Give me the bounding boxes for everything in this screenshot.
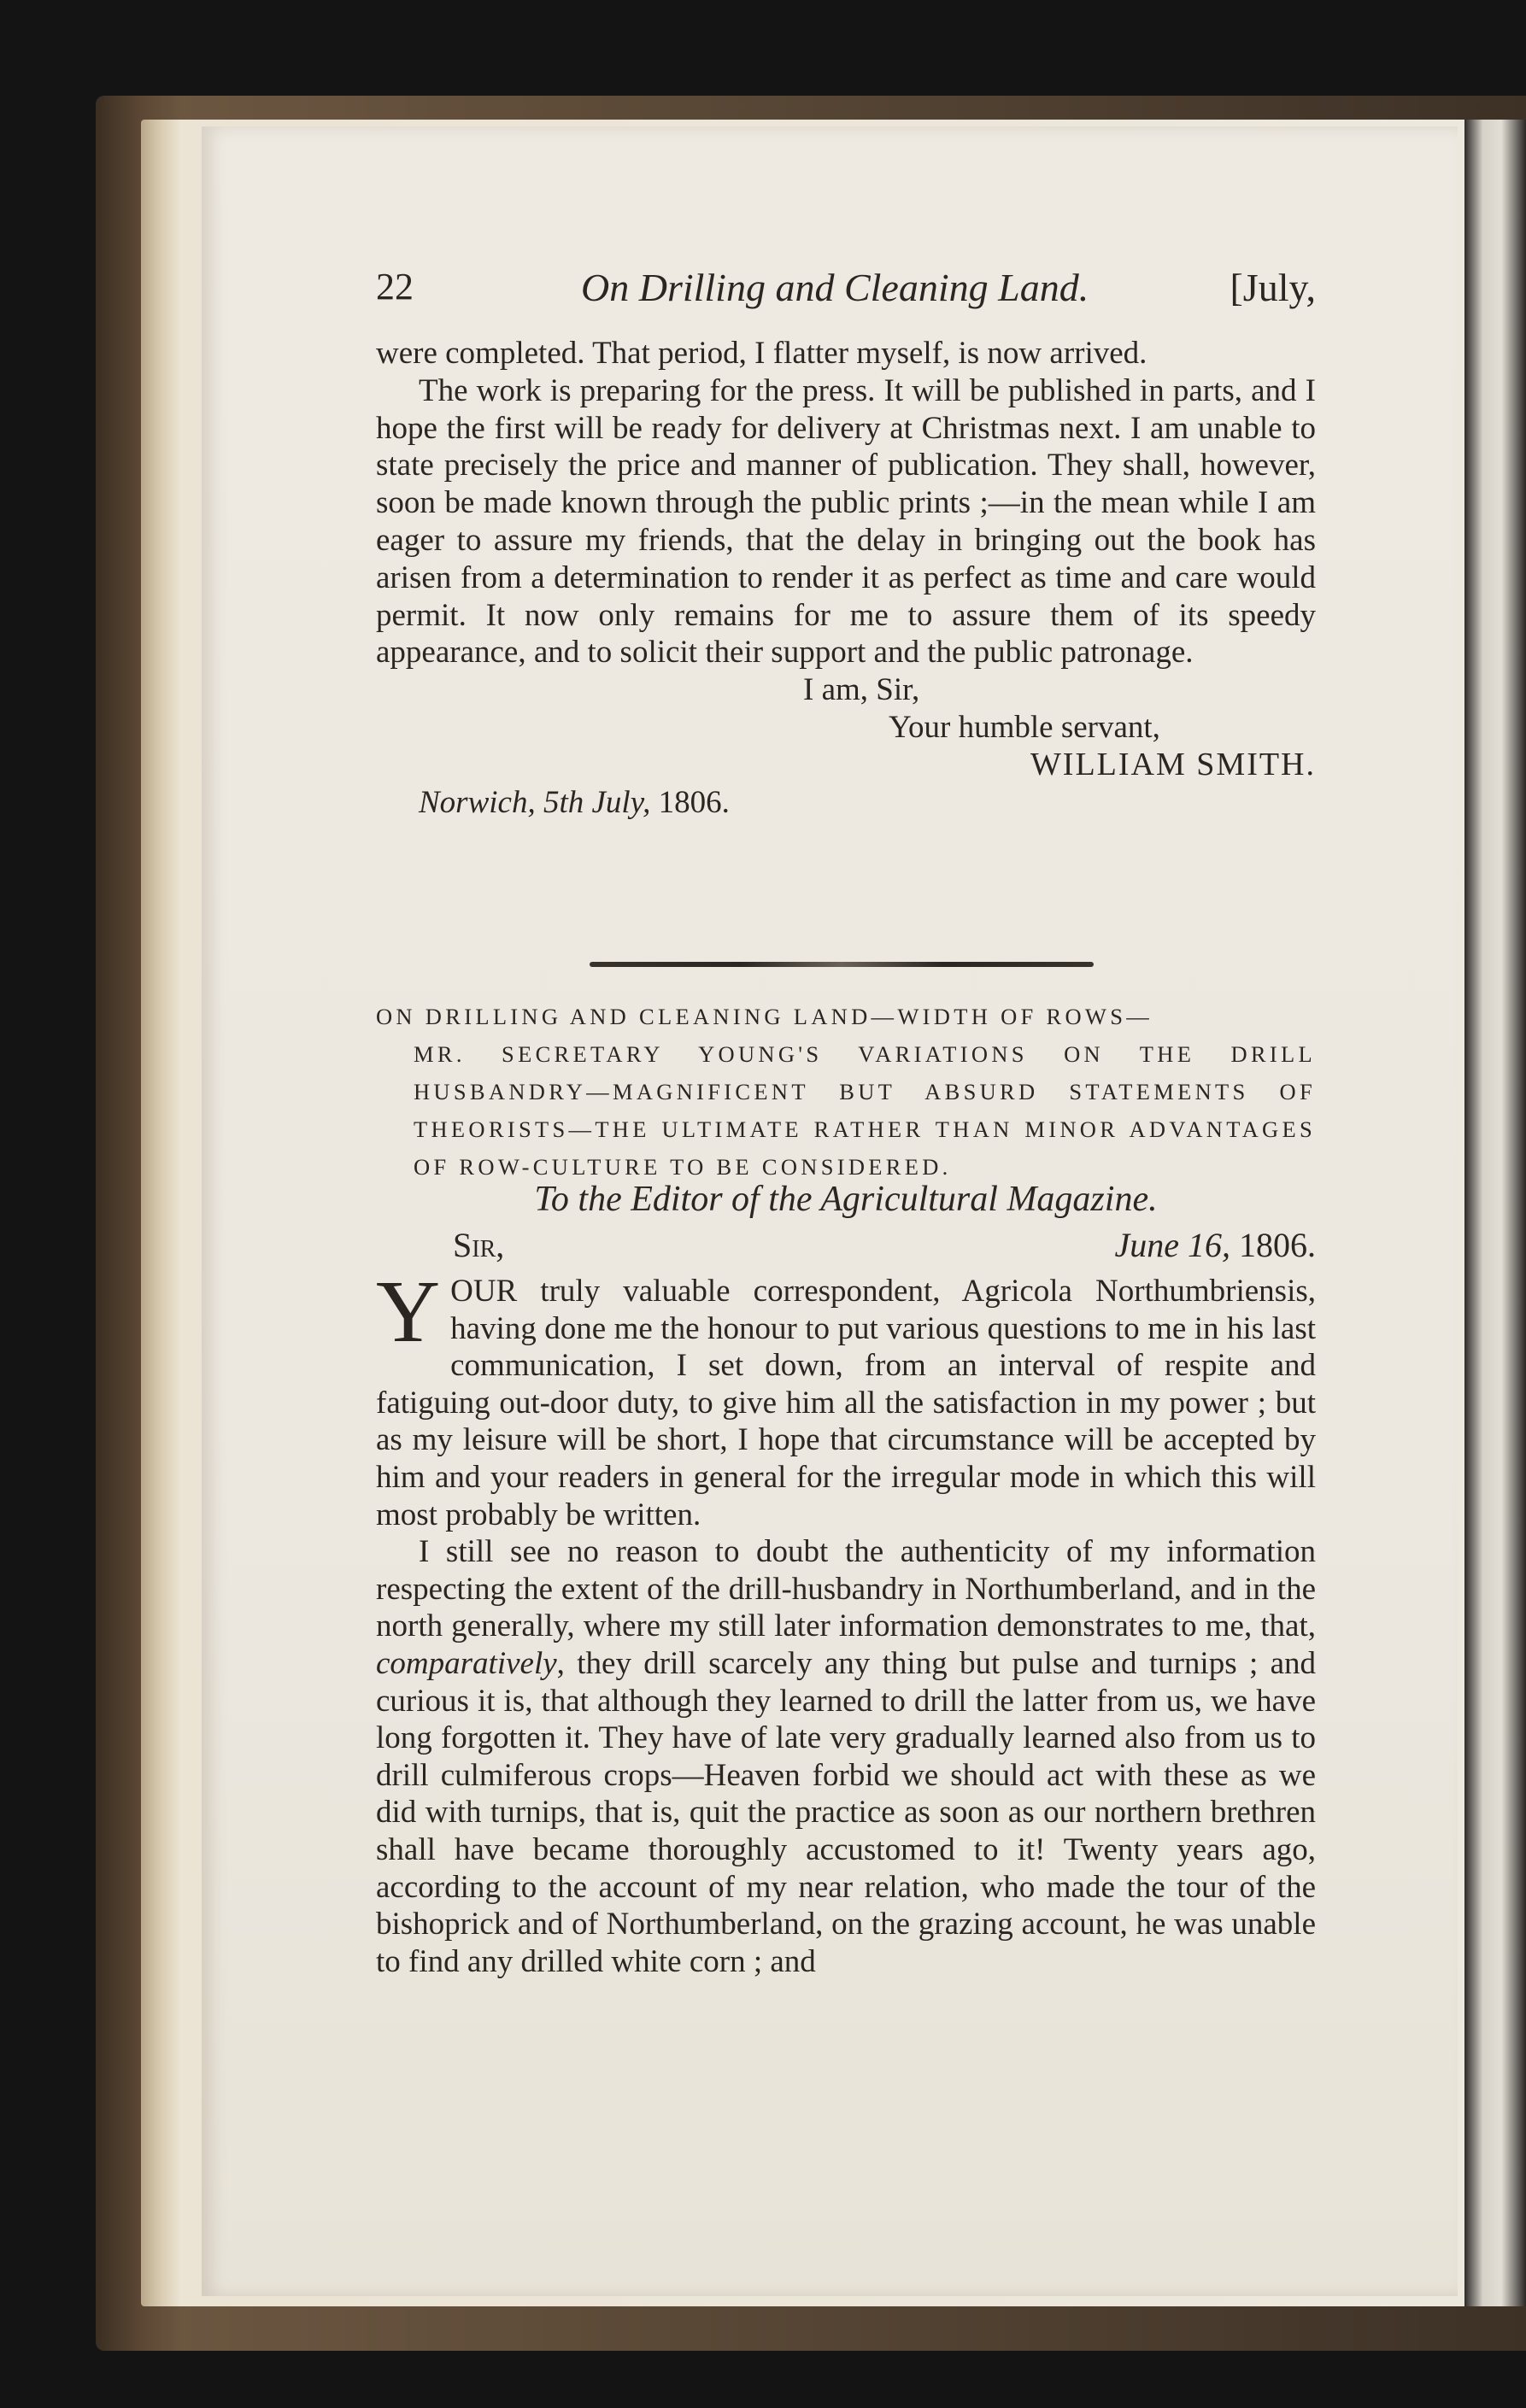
facing-page-edge [1464, 120, 1526, 2306]
letter-paragraph: were completed. That period, I flatter myself, is now arrived. [376, 336, 1147, 371]
letter-body [376, 1263, 1316, 1980]
paragraph-text: I still see no reason to doubt the authenticity of my information respecting the extent of the drill-husbandry in Northumberland, and in the north generally, where my still later information demonstrates to me, that, [376, 1534, 1316, 1644]
letter-smith [376, 335, 1316, 821]
running-head [376, 265, 1316, 316]
date: June 16, [1114, 1226, 1230, 1264]
heading-rest: MR. SECRETARY YOUNG'S VARIATIONS ON THE DRILL HUSBANDRY—MAGNIFICENT BUT ABSURD STATEMENTS OF THEORISTS—THE ULTIMATE RATHER THAN MINOR ADVANTAGES OF ROW-CULTURE TO BE CONSIDERED. [414, 1041, 1316, 1180]
date-year: 1806. [1239, 1226, 1316, 1264]
letter-date [1114, 1225, 1316, 1265]
year: 1806. [658, 784, 730, 820]
place: Norwich, 5th July, [419, 784, 651, 820]
section-rule [590, 962, 1094, 967]
closing-line: I am, Sir, [803, 672, 920, 708]
letter-paragraph: The work is preparing for the press. It will be published in parts, and I hope the first will be ready for delivery at Christmas next. I am unable to state precisely the price and manner of publication. They shall, however, soon be made known through the public prints ;—in the mean while I am eager to assure my friends, that the delay in bringing out the book has arisen from a determination to render it as perfect as time and care would permit. It now only remains for me to assure them of its speedy appearance, and to solicit their support and the public patronage. [376, 372, 1316, 671]
editor-line: To the Editor of the Agricultural Magazine. [534, 1180, 1158, 1219]
letter-paragraph [376, 1263, 1316, 1533]
running-title: On Drilling and Cleaning Land. [581, 266, 1089, 309]
drop-cap: Y [376, 1263, 441, 1361]
emphasis: comparatively [376, 1645, 557, 1681]
running-month: [July, [1230, 266, 1316, 309]
first-word: OUR [450, 1274, 518, 1309]
paragraph-text: , they drill scarcely any thing but pulse and turnips ; and curious it is, that although they learned to drill the latter from us, we have long forgotten it. They have of late very gradually learned also from us to drill culmiferous crops—Heaven forbid we should act with these as we did with turnips, that is, quit the practice as soon as our northern brethren shall have became thoroughly accustomed to it! Twenty years ago, according to the account of my near relation, who made the tour of the bishoprick and of Northumberland, on the grazing account, he was unable to find any drilled white corn ; and [376, 1645, 1316, 1979]
page-number: 22 [376, 266, 414, 308]
place-date [376, 784, 1316, 822]
article-heading [376, 998, 1316, 1186]
paragraph-text: truly valuable correspondent, Agricola Northumbriensis, having done me the honour to put various questions to me in his last communication, I set down, from an interval of respite and fatiguing out-door duty, to give him all the satisfaction in my power ; but as my leisure will be short, I hope that circumstance will be accepted by him and your readers in general for the irregular mode in which this will most probably be written. [376, 1274, 1316, 1532]
closing-line: Your humble servant, [889, 709, 1160, 745]
salutation-row [376, 1225, 1316, 1268]
letter-paragraph [376, 1533, 1316, 1980]
heading-line: ON DRILLING AND CLEANING LAND—WIDTH OF ROWS— [376, 1004, 1153, 1029]
signature: WILLIAM SMITH. [1030, 746, 1316, 782]
salutation: Sir, [453, 1226, 505, 1264]
